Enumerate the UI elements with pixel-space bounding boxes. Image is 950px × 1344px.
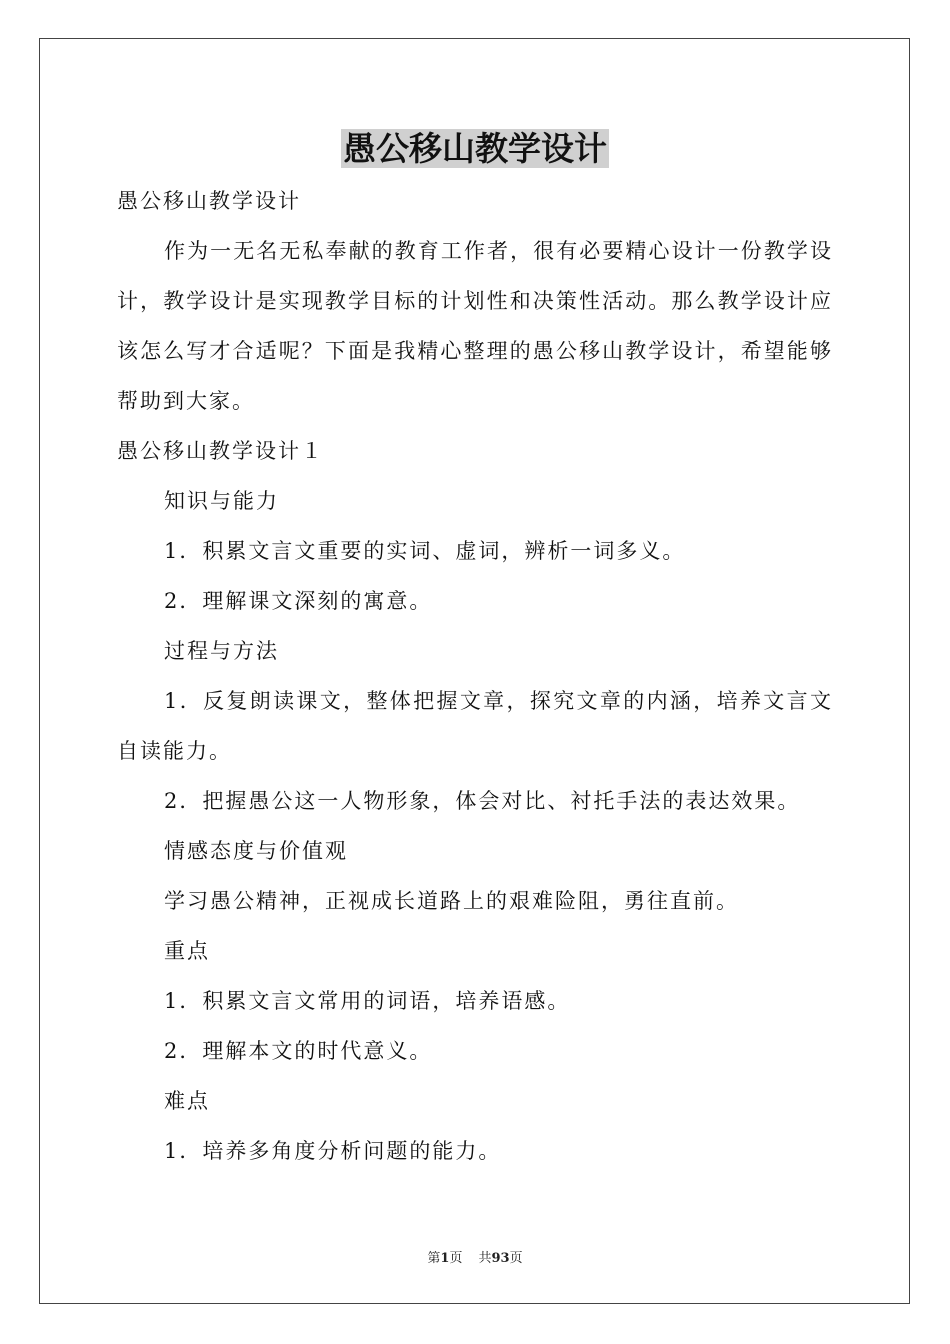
- footer-page-total: 93: [491, 1251, 510, 1266]
- document-body: [117, 176, 833, 1176]
- paragraph: 重点: [164, 939, 210, 963]
- paragraph: 1．反复朗读课文，整体把握文章，探究文章的内涵，培养文言文自读能力。: [117, 689, 833, 763]
- paragraph: 愚公移山教学设计１: [117, 439, 324, 463]
- document-title: [0, 126, 950, 172]
- paragraph: 过程与方法: [164, 639, 279, 663]
- footer-page-prefix: 第: [427, 1251, 441, 1266]
- paragraph: 1．积累文言文常用的词语，培养语感。: [164, 989, 571, 1013]
- paragraph: 2．理解本文的时代意义。: [164, 1039, 433, 1063]
- paragraph: 学习愚公精神，正视成长道路上的艰难险阻，勇往直前。: [164, 889, 739, 913]
- paragraph: 情感态度与价值观: [164, 839, 348, 863]
- footer-total-prefix: 共: [478, 1251, 492, 1266]
- paragraph: 难点: [164, 1089, 210, 1113]
- paragraph: 作为一无名无私奉献的教育工作者，很有必要精心设计一份教学设计，教学设计是实现教学目标的计划性和决策性活动。那么教学设计应该怎么写才合适呢？下面是我精心整理的愚公移山教学设计，希望能够帮助到大家。: [117, 239, 833, 413]
- paragraph: 知识与能力: [164, 489, 279, 513]
- footer-total-unit: 页: [509, 1251, 523, 1266]
- page-footer: [0, 1250, 950, 1268]
- paragraph: 2．理解课文深刻的寓意。: [164, 589, 433, 613]
- paragraph: 愚公移山教学设计: [117, 189, 301, 213]
- footer-page-unit: 页: [449, 1251, 463, 1266]
- paragraph: 1．积累文言文重要的实词、虚词，辨析一词多义。: [164, 539, 686, 563]
- paragraph: 1．培养多角度分析问题的能力。: [164, 1139, 502, 1163]
- document-title-text: 愚公移山教学设计: [343, 129, 607, 168]
- paragraph: 2．把握愚公这一人物形象，体会对比、衬托手法的表达效果。: [164, 789, 801, 813]
- footer-page-current: 1: [440, 1251, 450, 1266]
